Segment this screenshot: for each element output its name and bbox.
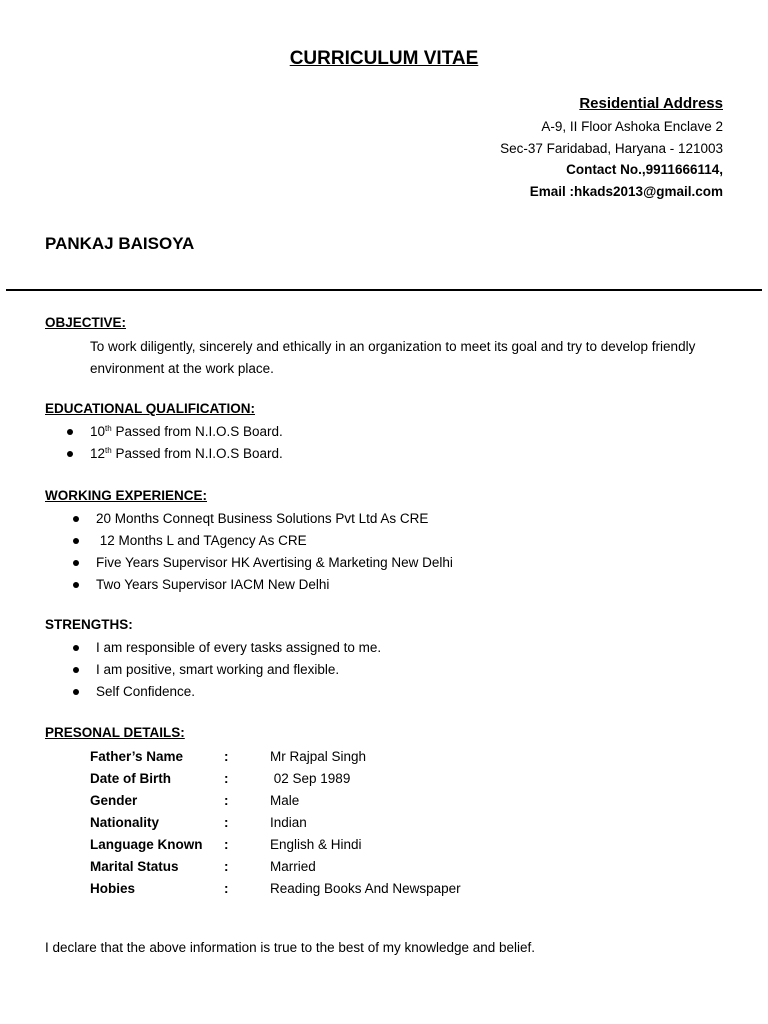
- bullet-icon: [73, 516, 79, 522]
- detail-separator: :: [224, 748, 229, 764]
- horizontal-divider: [6, 289, 762, 291]
- detail-value: Reading Books And Newspaper: [270, 880, 461, 896]
- ordinal-suffix: th: [105, 446, 112, 455]
- experience-item: [45, 574, 735, 596]
- detail-label: Marital Status: [90, 858, 179, 874]
- table-row: [90, 855, 461, 877]
- education-heading: EDUCATIONAL QUALIFICATION:: [45, 401, 255, 416]
- detail-value: Mr Rajpal Singh: [270, 748, 367, 764]
- declaration-text: I declare that the above information is true to the best of my knowledge and belief.: [45, 940, 536, 955]
- bullet-icon: [73, 538, 79, 544]
- bullet-icon: [73, 689, 79, 695]
- experience-heading: WORKING EXPERIENCE:: [45, 488, 208, 503]
- strengths-section: [45, 615, 735, 703]
- bullet-icon: [73, 560, 79, 566]
- detail-separator: :: [224, 880, 229, 896]
- experience-item: [45, 552, 735, 574]
- education-list: [45, 421, 735, 465]
- detail-value: Male: [270, 792, 300, 808]
- education-text: Passed from N.I.O.S Board.: [111, 446, 283, 461]
- experience-section: [45, 486, 735, 596]
- detail-label: Nationality: [90, 814, 160, 830]
- detail-separator: :: [224, 792, 229, 808]
- detail-value: 02 Sep 1989: [270, 770, 351, 786]
- document-title: CURRICULUM VITAE: [289, 48, 479, 69]
- strengths-heading: STRENGTHS:: [45, 617, 133, 632]
- bullet-icon: [73, 667, 79, 673]
- strength-text: I am positive, smart working and flexible.: [96, 662, 340, 677]
- objective-text: To work diligently, sincerely and ethically in an organization to meet its goal and try to develop friendly environment at the work place.: [90, 339, 696, 376]
- email-address: Email :hkads2013@gmail.com: [529, 183, 723, 199]
- address-line-1: A-9, II Floor Ashoka Enclave 2: [541, 119, 723, 134]
- experience-text: Two Years Supervisor IACM New Delhi: [96, 577, 330, 592]
- education-item: [45, 421, 735, 443]
- strength-text: Self Confidence.: [96, 684, 196, 699]
- experience-item: [45, 508, 735, 530]
- detail-label: Date of Birth: [90, 770, 171, 786]
- strength-item: [45, 637, 735, 659]
- education-text: Passed from N.I.O.S Board.: [111, 424, 283, 439]
- detail-value: English & Hindi: [270, 836, 362, 852]
- table-row: [90, 877, 461, 899]
- detail-separator: :: [224, 814, 229, 830]
- education-item: [45, 443, 735, 465]
- table-row: [90, 811, 461, 833]
- strength-item: [45, 681, 735, 703]
- objective-section: [45, 313, 735, 380]
- bullet-icon: [67, 429, 73, 435]
- education-section: [45, 399, 735, 465]
- strength-text: I am responsible of every tasks assigned to me.: [96, 640, 382, 655]
- detail-label: Hobies: [90, 880, 136, 896]
- experience-text: 12 Months L and TAgency As CRE: [96, 533, 307, 548]
- detail-value: Indian: [270, 814, 307, 830]
- candidate-name: PANKAJ BAISOYA: [45, 234, 195, 253]
- experience-list: [45, 508, 735, 596]
- personal-details-table: [90, 745, 461, 899]
- experience-text: Five Years Supervisor HK Avertising & Marketing New Delhi: [96, 555, 453, 570]
- table-row: [90, 767, 461, 789]
- strengths-list: [45, 637, 735, 703]
- bullet-icon: [73, 645, 79, 651]
- detail-label: Gender: [90, 792, 138, 808]
- contact-number: Contact No.,9911666114,: [566, 162, 723, 177]
- personal-section: [45, 723, 735, 899]
- address-line-2: Sec-37 Faridabad, Haryana - 121003: [500, 140, 723, 156]
- address-block: [500, 92, 723, 202]
- table-row: [90, 833, 461, 855]
- detail-separator: :: [224, 858, 229, 874]
- detail-value: Married: [270, 858, 316, 874]
- detail-separator: :: [224, 836, 229, 852]
- bullet-icon: [73, 582, 79, 588]
- objective-heading: OBJECTIVE:: [45, 315, 127, 330]
- detail-label: Language Known: [90, 836, 203, 852]
- detail-separator: :: [224, 770, 229, 786]
- ordinal-suffix: th: [105, 424, 112, 433]
- strength-item: [45, 659, 735, 681]
- education-level: 12: [90, 446, 106, 461]
- experience-text: 20 Months Conneqt Business Solutions Pvt Ltd As CRE: [96, 511, 429, 526]
- experience-item: [45, 530, 735, 552]
- address-heading: Residential Address: [579, 95, 723, 112]
- personal-heading: PRESONAL DETAILS:: [45, 725, 185, 740]
- table-row: [90, 789, 461, 811]
- table-row: [90, 745, 461, 767]
- education-level: 10: [90, 424, 106, 439]
- detail-label: Father’s Name: [90, 748, 184, 764]
- bullet-icon: [67, 451, 73, 457]
